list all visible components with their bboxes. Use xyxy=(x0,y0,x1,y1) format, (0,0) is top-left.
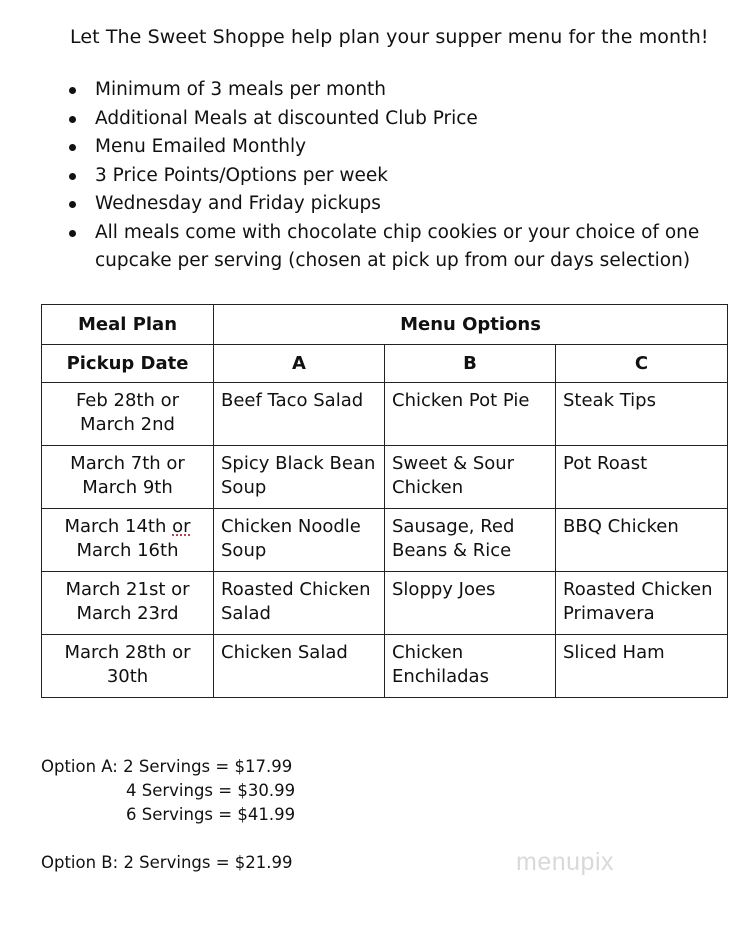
price-line xyxy=(41,851,293,875)
date-line: March 23rd xyxy=(76,603,179,624)
menu-options-header: Menu Options xyxy=(214,305,728,345)
option-c-cell: BBQ Chicken xyxy=(556,509,728,572)
date-text-flagged: or xyxy=(172,516,191,537)
price-line: 4 Servings = $30.99 xyxy=(126,781,296,800)
pickup-date-cell xyxy=(42,572,214,635)
option-b-cell: Chicken Pot Pie xyxy=(385,383,556,446)
option-b-cell: Chicken Enchiladas xyxy=(385,635,556,698)
date-line: March 7th or xyxy=(70,453,185,474)
table-row xyxy=(42,446,728,509)
date-line: March 16th xyxy=(76,540,179,561)
price-text: 2 Servings = $17.99 xyxy=(123,757,293,776)
list-item: Additional Meals at discounted Club Price xyxy=(66,105,716,134)
option-a-cell: Chicken Noodle Soup xyxy=(214,509,385,572)
list-item: Menu Emailed Monthly xyxy=(66,133,716,162)
menu-table xyxy=(41,304,728,698)
option-a-cell: Chicken Salad xyxy=(214,635,385,698)
date-text: March 14th xyxy=(64,516,173,537)
table-row xyxy=(42,572,728,635)
option-b-cell: Sausage, Red Beans & Rice xyxy=(385,509,556,572)
date-line: March 2nd xyxy=(80,414,175,435)
option-b-label: Option B: xyxy=(41,853,124,872)
intro-heading: Let The Sweet Shoppe help plan your supper menu for the month! xyxy=(70,26,709,48)
option-a-cell: Spicy Black Bean Soup xyxy=(214,446,385,509)
option-b-cell: Sweet & Sour Chicken xyxy=(385,446,556,509)
option-b-cell: Sloppy Joes xyxy=(385,572,556,635)
option-a-label: Option A: xyxy=(41,757,124,776)
option-b-pricing xyxy=(41,851,293,875)
date-line xyxy=(42,515,213,539)
table-row xyxy=(42,509,728,572)
pickup-date-cell xyxy=(42,446,214,509)
meal-plan-header: Meal Plan xyxy=(42,305,214,345)
pickup-date-cell xyxy=(42,509,214,572)
list-item: 3 Price Points/Options per week xyxy=(66,162,716,191)
watermark-logo: menupix xyxy=(516,848,614,876)
table-row xyxy=(42,383,728,446)
list-item: Minimum of 3 meals per month xyxy=(66,76,716,105)
option-c-cell: Pot Roast xyxy=(556,446,728,509)
option-c-cell: Sliced Ham xyxy=(556,635,728,698)
pickup-date-cell xyxy=(42,635,214,698)
table-header-row xyxy=(42,305,728,345)
price-text: 2 Servings = $21.99 xyxy=(123,853,293,872)
feature-list xyxy=(66,76,716,275)
date-line: March 28th or xyxy=(64,642,191,663)
list-item: Wednesday and Friday pickups xyxy=(66,190,716,219)
option-a-pricing xyxy=(41,755,295,827)
list-item: All meals come with chocolate chip cookies or your choice of one cupcake per serving (chosen at pick up from our days selection) xyxy=(66,219,716,275)
option-c-header: C xyxy=(556,345,728,383)
date-line: March 9th xyxy=(82,477,173,498)
pickup-date-header: Pickup Date xyxy=(42,345,214,383)
price-line: 6 Servings = $41.99 xyxy=(126,805,296,824)
date-line: Feb 28th or xyxy=(75,390,180,411)
date-line: March 21st or xyxy=(65,579,190,600)
price-line xyxy=(41,755,295,779)
option-a-cell: Roasted Chicken Salad xyxy=(214,572,385,635)
option-c-cell: Roasted Chicken Primavera xyxy=(556,572,728,635)
option-c-cell: Steak Tips xyxy=(556,383,728,446)
table-header-row xyxy=(42,345,728,383)
date-line: 30th xyxy=(106,666,149,687)
option-b-header: B xyxy=(385,345,556,383)
option-a-header: A xyxy=(214,345,385,383)
table-row xyxy=(42,635,728,698)
pickup-date-cell xyxy=(42,383,214,446)
option-a-cell: Beef Taco Salad xyxy=(214,383,385,446)
